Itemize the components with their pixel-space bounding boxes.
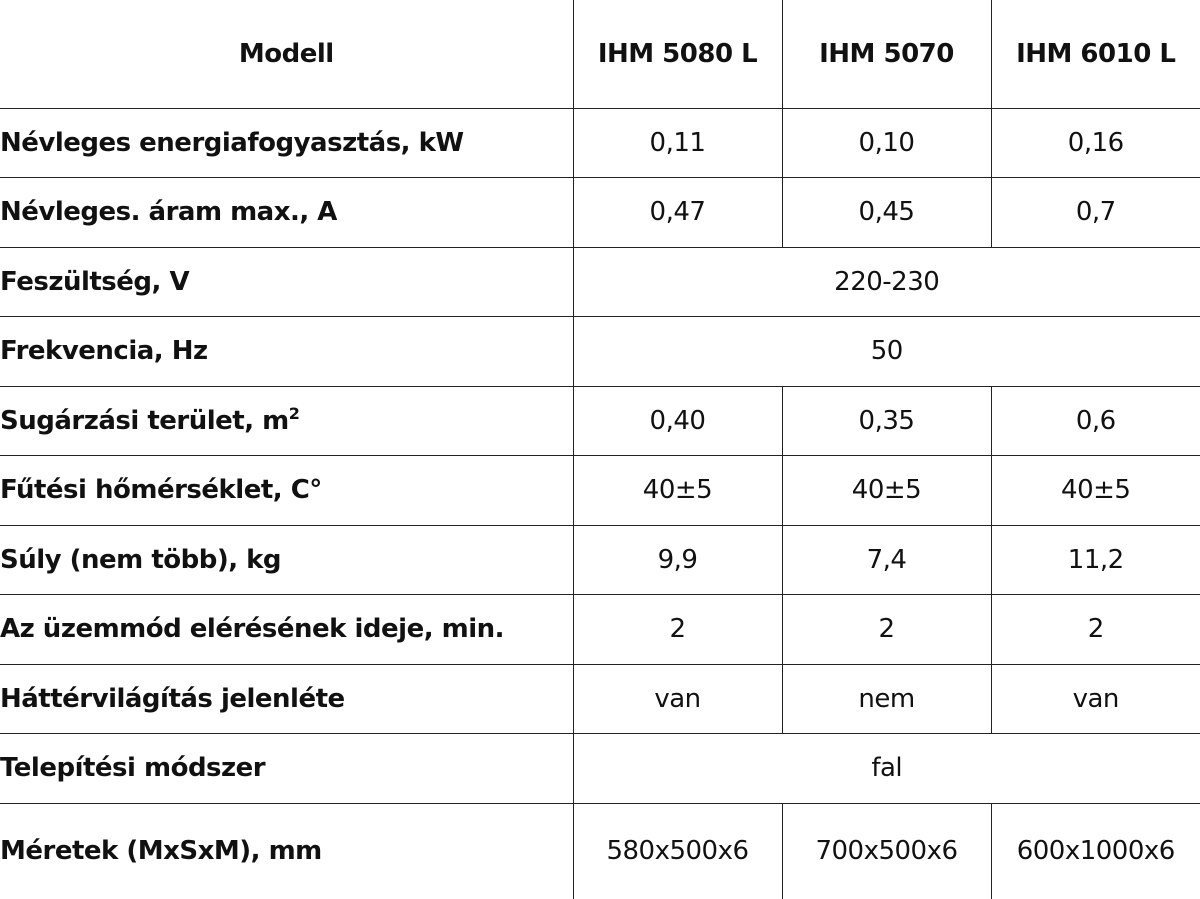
- row-label: Feszültség, V: [0, 247, 573, 317]
- cell-value: van: [991, 664, 1200, 734]
- row-label-cell: [0, 386, 573, 456]
- cell-value: 0,40: [573, 386, 782, 456]
- merged-cell-value: 220-230: [573, 247, 1200, 317]
- row-label: Háttérvilágítás jelenléte: [0, 664, 573, 734]
- row-label: Frekvencia, Hz: [0, 317, 573, 387]
- merged-cell-value: fal: [573, 734, 1200, 804]
- cell-value: nem: [782, 664, 991, 734]
- row-label: Méretek (MxSxM), mm: [0, 803, 573, 899]
- row-label: Telepítési módszer: [0, 734, 573, 804]
- cell-value: 11,2: [991, 525, 1200, 595]
- table-row: [0, 317, 1200, 387]
- cell-value: 0,47: [573, 178, 782, 248]
- merged-cell-value: 50: [573, 317, 1200, 387]
- cell-value: 600x1000x6: [991, 803, 1200, 899]
- table-row: [0, 734, 1200, 804]
- header-label: Modell: [0, 0, 573, 108]
- table-row: [0, 456, 1200, 526]
- row-label: Sugárzási terület, m: [0, 405, 289, 436]
- cell-value: 0,10: [782, 108, 991, 178]
- cell-value: 0,6: [991, 386, 1200, 456]
- model-header: IHM 5080 L: [573, 0, 782, 108]
- table-row: [0, 664, 1200, 734]
- cell-value: van: [573, 664, 782, 734]
- model-header: IHM 6010 L: [991, 0, 1200, 108]
- cell-value: 2: [991, 595, 1200, 665]
- cell-value: 0,11: [573, 108, 782, 178]
- cell-value: 0,7: [991, 178, 1200, 248]
- cell-value: 2: [573, 595, 782, 665]
- cell-value: 0,35: [782, 386, 991, 456]
- header-row: [0, 0, 1200, 108]
- row-label: Súly (nem több), kg: [0, 525, 573, 595]
- cell-value: 7,4: [782, 525, 991, 595]
- row-label: Névleges energiafogyasztás, kW: [0, 108, 573, 178]
- table-row: [0, 386, 1200, 456]
- cell-value: 700x500x6: [782, 803, 991, 899]
- cell-value: 40±5: [991, 456, 1200, 526]
- table-row: [0, 178, 1200, 248]
- model-header: IHM 5070: [782, 0, 991, 108]
- cell-value: 9,9: [573, 525, 782, 595]
- cell-value: 580x500x6: [573, 803, 782, 899]
- row-label: Az üzemmód elérésének ideje, min.: [0, 595, 573, 665]
- table-row: [0, 247, 1200, 317]
- superscript: 2: [288, 403, 300, 423]
- cell-value: 2: [782, 595, 991, 665]
- cell-value: 40±5: [573, 456, 782, 526]
- table-row: [0, 803, 1200, 899]
- table-row: [0, 108, 1200, 178]
- table-row: [0, 595, 1200, 665]
- cell-value: 0,45: [782, 178, 991, 248]
- table-row: [0, 525, 1200, 595]
- cell-value: 0,16: [991, 108, 1200, 178]
- row-label: Névleges. áram max., A: [0, 178, 573, 248]
- cell-value: 40±5: [782, 456, 991, 526]
- row-label: Fűtési hőmérséklet, C°: [0, 456, 573, 526]
